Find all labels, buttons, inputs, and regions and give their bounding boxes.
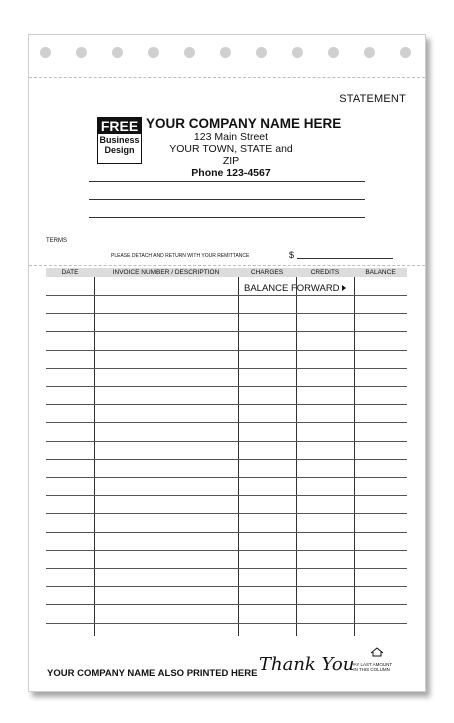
column-header-credits: CREDITS (310, 269, 340, 276)
table-row-line (46, 550, 407, 551)
table-row-line (46, 477, 407, 478)
table-row-line (46, 422, 407, 423)
table-row-line (46, 623, 407, 624)
punch-hole-icon (292, 47, 303, 58)
form-title: STATEMENT (339, 93, 406, 105)
column-header-charges: CHARGES (250, 269, 284, 276)
balance-forward-label: BALANCE FORWARD (244, 283, 340, 294)
table-row-line (46, 495, 407, 496)
company-address (161, 131, 301, 179)
punch-hole-icon (112, 47, 123, 58)
table-row-line (46, 604, 407, 605)
column-header-balance: BALANCE (365, 269, 396, 276)
pay-note-line1: PAY LAST AMOUNT (351, 662, 393, 667)
address-line-3[interactable] (89, 217, 365, 218)
logo-line2: Business (99, 135, 140, 145)
thank-you-script: Thank You (259, 654, 355, 675)
punch-hole-icon (76, 47, 87, 58)
table-row-line (46, 459, 407, 460)
punch-hole-icon (364, 47, 375, 58)
table-row-line (46, 586, 407, 587)
logo-line3: Design (104, 145, 135, 155)
footer-company-name: YOUR COMPANY NAME ALSO PRINTED HERE (47, 668, 258, 679)
table-row-line (46, 350, 407, 351)
table-row-line (46, 568, 407, 569)
punch-hole-icon (328, 47, 339, 58)
table-row-line (46, 368, 407, 369)
address-line-1[interactable] (89, 181, 365, 182)
remittance-amount-line[interactable] (297, 258, 393, 259)
table-row-line (46, 404, 407, 405)
company-street: 123 Main Street (193, 131, 269, 143)
table-row-line (46, 386, 407, 387)
punch-hole-icon (148, 47, 159, 58)
punch-hole-icon (400, 47, 411, 58)
table-row-line (46, 441, 407, 442)
logo-line1: FREE (98, 118, 141, 134)
house-outline-icon (370, 647, 384, 657)
punch-holes (29, 47, 425, 61)
detach-perforation (29, 265, 425, 266)
punch-hole-icon (40, 47, 51, 58)
punch-hole-icon (184, 47, 195, 58)
logo (97, 117, 142, 164)
table-row-line (46, 331, 407, 332)
right-triangle-arrow-icon (342, 285, 346, 291)
table-row-line (46, 313, 407, 314)
company-name: YOUR COMPANY NAME HERE (146, 116, 342, 131)
dollar-sign: $ (289, 250, 295, 260)
punch-hole-icon (220, 47, 231, 58)
punch-hole-icon (256, 47, 267, 58)
detach-note: PLEASE DETACH AND RETURN WITH YOUR REMITTANCE (111, 253, 250, 259)
column-header-date: DATE (61, 269, 79, 276)
pay-note (351, 662, 392, 672)
balance-forward (244, 283, 346, 294)
logo-text (98, 134, 141, 155)
table-row-line (46, 513, 407, 514)
table-header (46, 268, 407, 277)
column-header-description: INVOICE NUMBER / DESCRIPTION (112, 269, 220, 276)
statement-form (28, 34, 426, 692)
table-row-line (46, 295, 407, 296)
pay-note-line2: IN THIS COLUMN (353, 667, 390, 672)
top-perforation (29, 77, 425, 78)
table-row-line (46, 532, 407, 533)
company-city: YOUR TOWN, STATE and ZIP (169, 143, 293, 167)
company-phone: Phone 123-4567 (191, 167, 271, 179)
terms-label: TERMS (46, 238, 67, 244)
address-line-2[interactable] (89, 199, 365, 200)
